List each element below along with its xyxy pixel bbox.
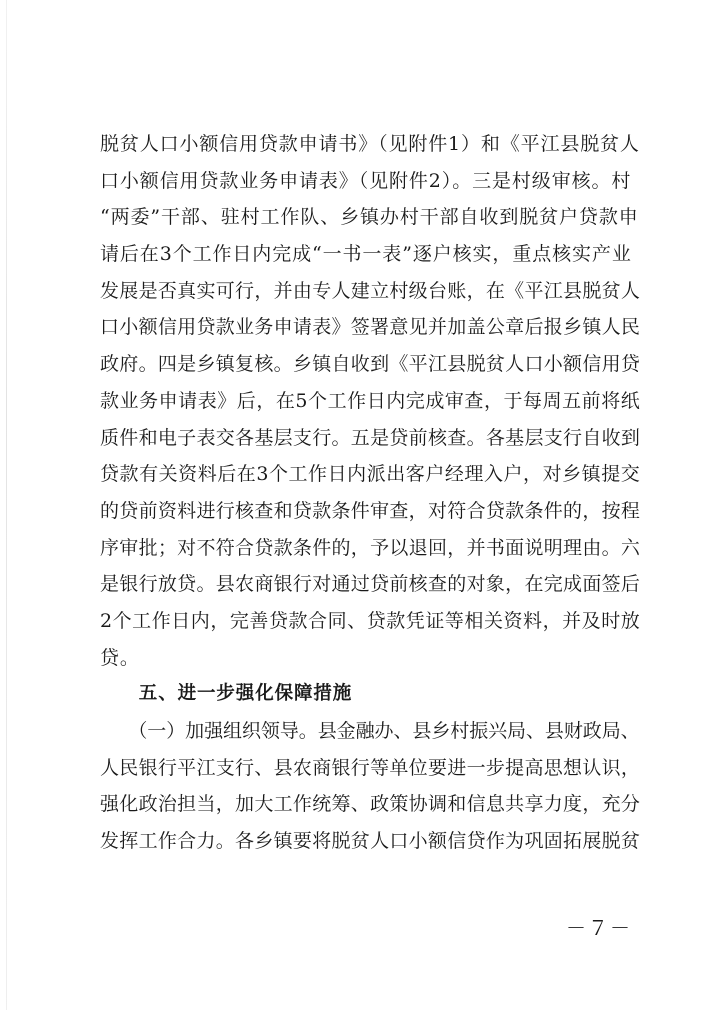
body-text-line: 是银行放贷。县农商银行对通过贷前核查的对象，在完成面签后: [100, 573, 641, 596]
body-text-line: 请后在3个工作日内完成“一书一表”逐户核实，重点核实产业: [100, 243, 632, 266]
body-text-line: “两委”干部、驻村工作队、乡镇办村干部自收到脱贫户贷款申: [100, 206, 639, 229]
body-text-line: 强化政治担当，加大工作统筹、政策协调和信息共享力度，充分: [100, 793, 641, 816]
body-text-line: 脱贫人口小额信用贷款申请书》（见附件1）和《平江县脱贫人: [100, 133, 640, 155]
body-text-line: 贷款有关资料后在3个工作日内派出客户经理入户，对乡镇提交: [100, 463, 641, 486]
body-text-line: 款业务申请表》后，在5个工作日内完成审查，于每周五前将纸: [100, 389, 641, 412]
body-text-line: 发挥工作合力。各乡镇要将脱贫人口小额信贷作为巩固拓展脱贫: [100, 830, 641, 853]
body-text-line: 人民银行平江支行、县农商银行等单位要进一步提高思想认识，: [100, 756, 641, 779]
page-number: －７－: [566, 918, 632, 940]
body-text-line: 政府。四是乡镇复核。乡镇自收到《平江县脱贫人口小额信用贷: [100, 353, 641, 376]
section-heading: 五、进一步强化保障措施: [100, 683, 353, 705]
body-text-line: 口小额信用贷款业务申请表》（见附件2）。三是村级审核。村: [100, 169, 632, 192]
body-text-line: 发展是否真实可行，并由专人建立村级台账，在《平江县脱贫人: [100, 279, 641, 302]
scan-edge-line: [6, 0, 7, 1010]
body-text-line: 的贷前资料进行核查和贷款条件审查，对符合贷款条件的，按程: [100, 499, 641, 522]
body-text-line: 口小额信用贷款业务申请表》签署意见并加盖公章后报乡镇人民: [100, 316, 641, 339]
document-body: [100, 126, 640, 860]
body-text-line: （一）加强组织领导。县金融办、县乡村振兴局、县财政局、: [100, 720, 640, 742]
body-text-line: 贷。: [100, 646, 140, 669]
body-text-line: 质件和电子表交各基层支行。五是贷前核查。各基层支行自收到: [100, 426, 641, 449]
body-text-line: 序审批；对不符合贷款条件的，予以退回，并书面说明理由。六: [100, 536, 641, 559]
body-text-line: 2个工作日内，完善贷款合同、贷款凭证等相关资料，并及时放: [100, 609, 641, 632]
